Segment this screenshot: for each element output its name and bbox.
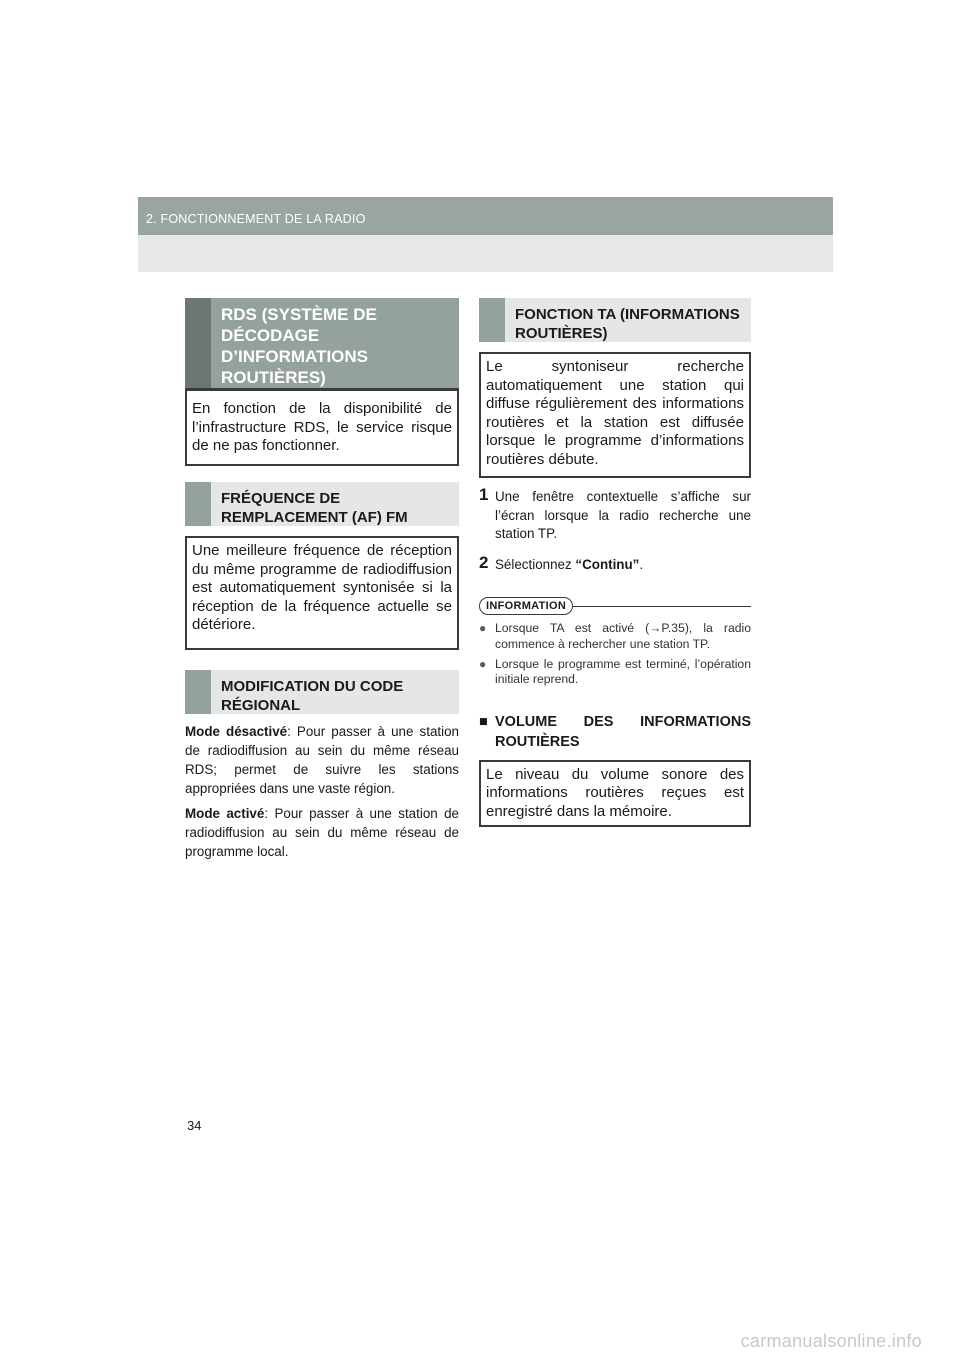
af-description: Une meilleure fréquence de réception du même programme de radiodiffusion est automatiquement syntonisée si la réception de la fréquence actuelle se détériore.	[192, 542, 452, 634]
mode-off-paragraph	[185, 722, 459, 798]
right-column	[479, 298, 751, 827]
rds-description: En fonction de la disponibilité de l’infrastructure RDS, le service risque de ne pas fonctionner.	[192, 400, 452, 455]
ta-title: FONCTION TA (INFORMATIONS ROUTIÈRES)	[515, 306, 740, 342]
info-bullet-1-text: Lorsque TA est activé (→P.35), la radio commence à rechercher une station TP.	[495, 621, 751, 651]
step-2-option: “Continu”	[575, 556, 640, 572]
step-2-suffix: .	[639, 556, 644, 572]
watermark: carmanualsonline.info	[740, 1331, 922, 1351]
mode-on-text: : Pour passer à une station de radiodiffusion au sein du même réseau de programme local.	[185, 806, 460, 859]
volume-description: Le niveau du volume sonore des informations routières reçues est enregistré dans la mémoire.	[486, 765, 744, 820]
step-1	[479, 485, 751, 544]
mode-off-label: Mode désactivé	[185, 724, 288, 739]
chapter-header	[138, 197, 833, 235]
step-1-text: Une fenêtre contextuelle s’affiche sur l’écran lorsque la radio recherche une station TP.	[495, 489, 751, 542]
af-title: FRÉQUENCE DE REMPLACEMENT (AF) FM	[221, 490, 408, 526]
volume-description-box	[479, 760, 751, 827]
step-2-number: 2	[479, 552, 489, 572]
section-region-heading	[185, 670, 459, 714]
ta-description: Le syntoniseur recherche automatiquement une station qui diffuse régulièrement des informations routières et la station est diffusée lorsque le programme d’informations routières débute.	[486, 358, 744, 468]
section-af-heading	[185, 482, 459, 526]
af-description-box	[185, 536, 459, 650]
rds-description-box	[185, 391, 459, 466]
step-2-prefix: Sélectionnez	[495, 556, 576, 572]
region-title: MODIFICATION DU CODE RÉGIONAL	[221, 678, 404, 714]
info-bullet-1	[479, 621, 751, 652]
information-tag: INFORMATION	[479, 597, 573, 615]
info-bullet-2-text: Lorsque le programme est terminé, l’opération initiale reprend.	[495, 656, 751, 687]
square-marker-icon: ■	[479, 713, 488, 730]
step-2	[479, 552, 751, 575]
mode-off-text: : Pour passer à une station de radiodiffusion au sein du même réseau RDS; permet de suivre les stations appropriées dans une vaste région.	[185, 724, 459, 796]
info-bullet-2	[479, 657, 751, 688]
section-rds-heading	[185, 298, 459, 391]
page-number: 34	[187, 1118, 202, 1133]
bullet-icon: ●	[479, 621, 487, 636]
step-1-number: 1	[479, 485, 489, 504]
volume-title: VOLUME DES INFORMATIONS ROUTIÈRES	[495, 713, 751, 750]
bullet-icon: ●	[479, 656, 487, 671]
section-ta-heading	[479, 298, 751, 342]
header-band	[138, 235, 833, 272]
chapter-title: 2. FONCTIONNEMENT DE LA RADIO	[146, 212, 366, 226]
mode-on-label: Mode activé	[185, 806, 265, 821]
rds-title: RDS (SYSTÈME DE DÉCODAGE D’INFORMATIONS ROUTIÈRES)	[221, 305, 377, 387]
information-content	[479, 606, 751, 687]
information-box	[479, 596, 751, 687]
volume-subheading	[479, 712, 751, 752]
ta-description-box	[479, 352, 751, 478]
mode-on-paragraph	[185, 804, 459, 861]
left-column	[185, 298, 459, 861]
